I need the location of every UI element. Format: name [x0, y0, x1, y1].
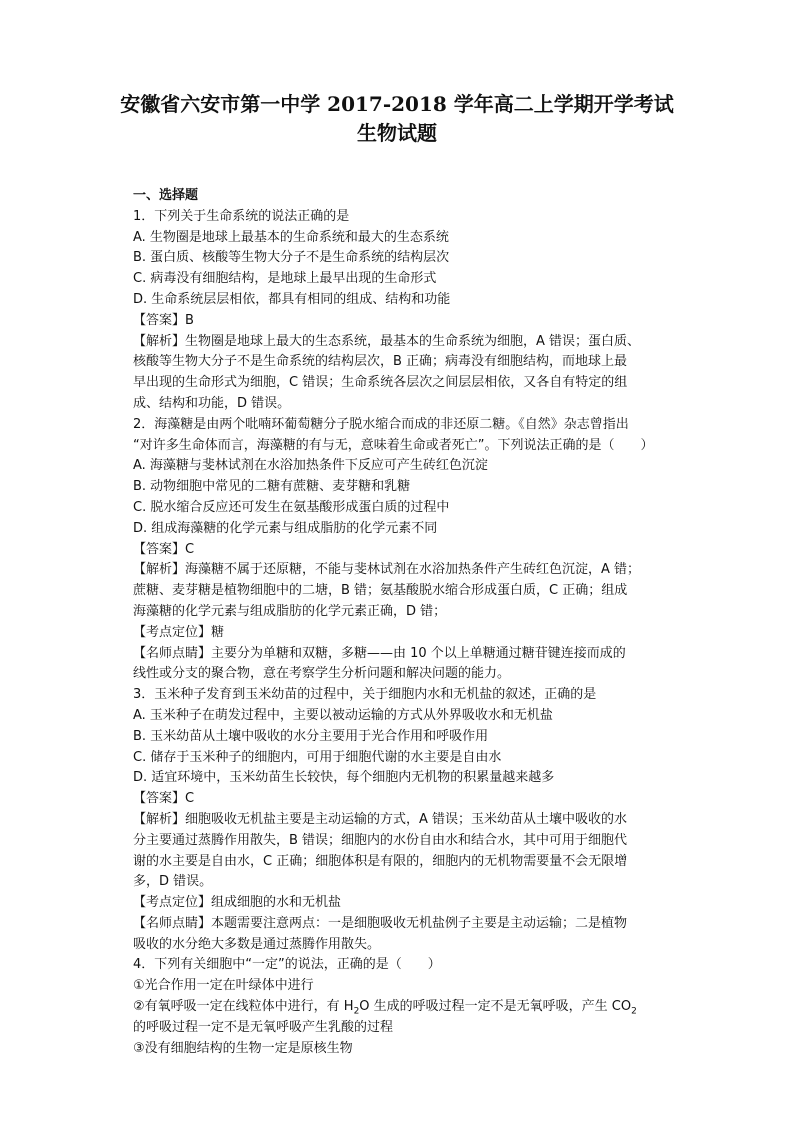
document-body	[133, 186, 663, 1059]
text-line: A. 海藻糖与斐林试剂在水浴加热条件下反应可产生砖红色沉淀	[133, 458, 488, 474]
text-line: 【考点定位】糖	[133, 624, 225, 640]
text-line: 【解析】生物圈是地球上最大的生态系统，最基本的生命系统为细胞，A 错误；蛋白质、	[133, 333, 641, 349]
text-line: 的呼吸过程一定不是无氧呼吸产生乳酸的过程	[133, 1019, 394, 1035]
text-line: 多，D 错误。	[133, 874, 213, 890]
text-line: D. 生命系统层层相依，都具有相同的组成、结构和功能	[133, 291, 451, 307]
text-line: 线性或分支的聚合物，意在考察学生分析问题和解决问题的能力。	[133, 666, 511, 682]
document-title: 安徽省六安市第一中学 2017-2018 学年高二上学期开学考试	[120, 92, 674, 116]
text-line: B. 动物细胞中常见的二糖有蔗糖、麦芽糖和乳糖	[133, 479, 411, 495]
document-subtitle: 生物试题	[357, 121, 437, 145]
text-line: 3．玉米种子发育到玉米幼苗的过程中，关于细胞内水和无机盐的叙述，正确的是	[133, 687, 597, 703]
text-line: D. 组成海藻糖的化学元素与组成脂肪的化学元素不同	[133, 520, 438, 536]
text-line: 分主要通过蒸腾作用散失，B 错误；细胞内的水份自由水和结合水，其中可用于细胞代	[133, 832, 628, 848]
text-line: 【答案】B	[133, 312, 194, 328]
text-line: 成、结构和功能，D 错误。	[133, 395, 291, 411]
text-line: 谢的水主要是自由水，C 正确；细胞体积是有限的，细胞内的无机物需要量不会无限增	[133, 853, 628, 869]
text-line: “对许多生命体而言，海藻糖的有与无，意味着生命或者死亡”。下列说法正确的是（ ）	[133, 437, 654, 453]
text-line: 海藻糖的化学元素与组成脂肪的化学元素正确，D 错；	[133, 603, 447, 619]
text-line: 2．海藻糖是由两个吡喃环葡萄糖分子脱水缩合而成的非还原二糖。《自然》杂志曾指出	[133, 416, 629, 432]
text-line: 【答案】C	[133, 541, 195, 557]
text-line: 核酸等生物大分子不是生命系统的结构层次，B 正确；病毒没有细胞结构，而地球上最	[133, 354, 628, 370]
text-line: ①光合作用一定在叶绿体中进行	[133, 978, 314, 994]
text-line: C. 脱水缩合反应还可发生在氨基酸形成蛋白质的过程中	[133, 499, 450, 515]
text-line: 吸收的水分绝大多数是通过蒸腾作用散失。	[133, 936, 381, 952]
text-line: A. 生物圈是地球上最基本的生命系统和最大的生态系统	[133, 229, 449, 245]
text-line: B. 玉米幼苗从土壤中吸收的水分主要用于光合作用和呼吸作用	[133, 728, 489, 744]
text-line: D. 适宜环境中，玉米幼苗生长较快，每个细胞内无机物的积累量越来越多	[133, 770, 555, 786]
text-line: 4．下列有关细胞中“一定”的说法，正确的是（ ）	[133, 957, 441, 973]
text-line: C. 病毒没有细胞结构，是地球上最早出现的生命形式	[133, 271, 437, 287]
text-line: C. 储存于玉米种子的细胞内，可用于细胞代谢的水主要是自由水	[133, 749, 502, 765]
text-line: 【答案】C	[133, 791, 195, 807]
text-line: 1．下列关于生命系统的说法正确的是	[133, 208, 350, 224]
text-line: 蔗糖、麦芽糖是植物细胞中的二塘，B 错；氨基酸脱水缩合形成蛋白质，C 正确；组成	[133, 583, 628, 599]
text-line: 【名师点睛】本题需要注意两点：一是细胞吸收无机盐例子主要是主动运输；二是植物	[133, 915, 628, 931]
text-line: 【考点定位】组成细胞的水和无机盐	[133, 895, 342, 911]
text-line: 【名师点睛】主要分为单糖和双糖，多糖——由 10 个以上单糖通过糖苷键连接而成的	[133, 645, 626, 661]
text-line: B. 蛋白质、核酸等生物大分子不是生命系统的结构层次	[133, 250, 450, 266]
text-line: A. 玉米种子在萌发过程中，主要以被动运输的方式从外界吸收水和无机盐	[133, 707, 553, 723]
text-line: 【解析】细胞吸收无机盐主要是主动运输的方式，A 错误；玉米幼苗从土壤中吸收的水	[133, 811, 628, 827]
text-line: 早出现的生命形式为细胞，C 错误；生命系统各层次之间层层相依，又各自有特定的组	[133, 375, 628, 391]
text-line: ②有氧呼吸一定在线粒体中进行，有 $H_2O$ 生成的呼吸过程一定不是无氧呼吸，产生 $CO_2$	[133, 999, 637, 1017]
text-line: ③没有细胞结构的生物一定是原核生物	[133, 1040, 353, 1056]
text-line: 一、选择题	[133, 188, 199, 203]
text-line: 【解析】海藻糖不属于还原糖，不能与斐林试剂在水浴加热条件产生砖红色沉淀，A 错；	[133, 562, 641, 578]
